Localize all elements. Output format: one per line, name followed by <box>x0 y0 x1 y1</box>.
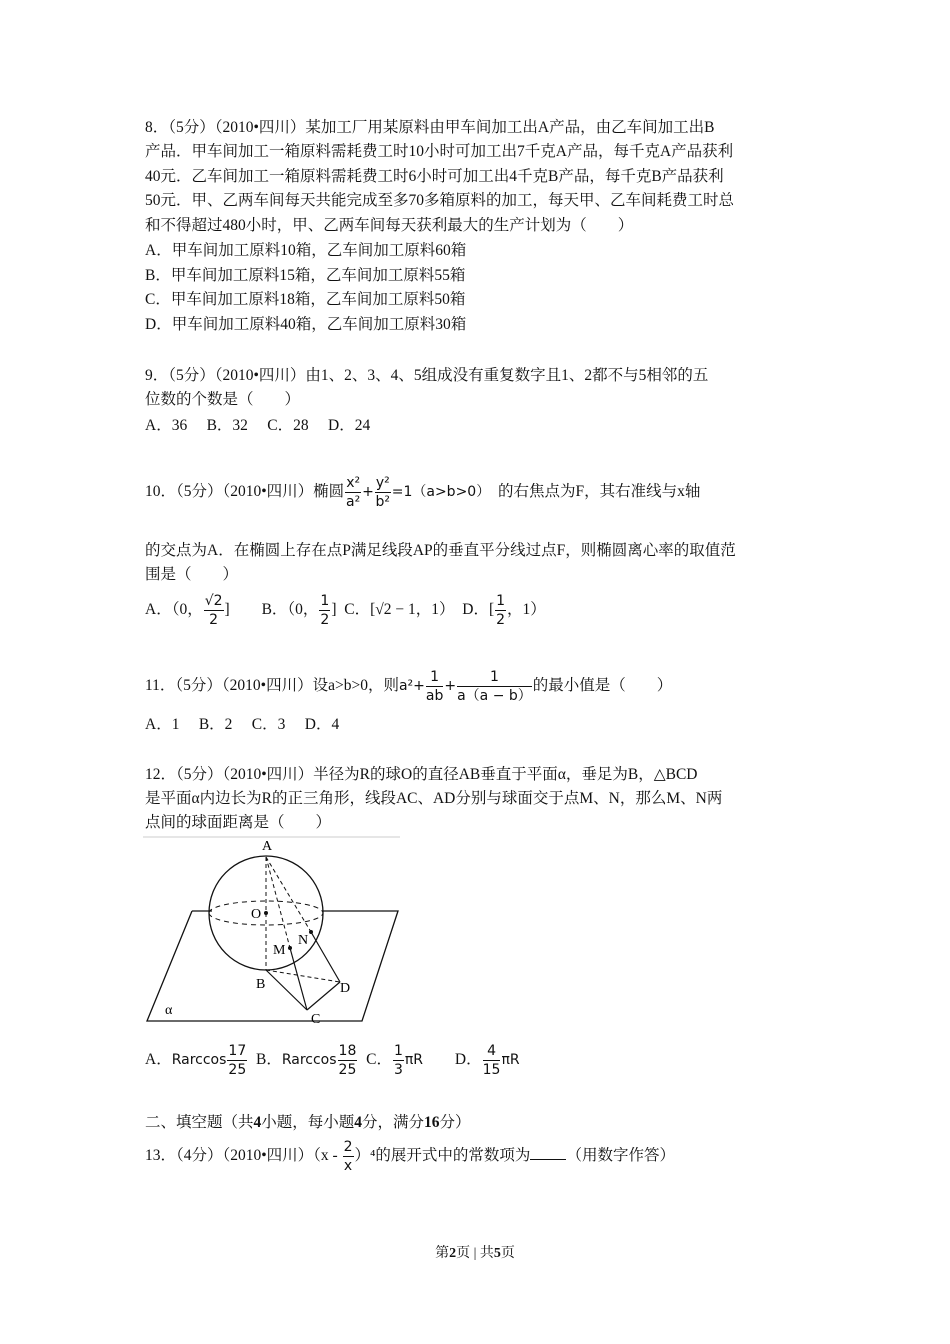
numerator: 1 <box>496 593 506 609</box>
q10-options <box>145 592 546 629</box>
q8-line: 和不得超过480小时，甲、乙两车间每天获利最大的生产计划为（ ） <box>145 217 634 234</box>
fraction <box>345 474 361 511</box>
denominator: b² <box>375 494 391 510</box>
plus: + <box>444 678 457 695</box>
term: a²+ <box>398 678 425 695</box>
q12-line: 是平面α内边长为R的正三角形，线段AC、AD分别与球面交于点M、N，那么M、N两 <box>145 790 723 807</box>
total: 16 <box>424 1114 440 1131</box>
label-alpha: α <box>165 1003 173 1018</box>
text: 分） <box>439 1114 471 1131</box>
segment-MC <box>290 948 307 1010</box>
denominator: 3 <box>393 1062 403 1078</box>
point-N <box>309 930 313 934</box>
segment-AM <box>266 857 290 948</box>
rarccos: Rarccos <box>281 1052 337 1069</box>
q9-options: A．36 B．32 C．28 D．24 <box>145 417 371 434</box>
point-O <box>264 911 268 915</box>
bracket: ，1） <box>507 601 546 619</box>
label-D: D <box>340 981 351 996</box>
option-b: B． <box>255 1051 282 1069</box>
text: 分，满分 <box>362 1114 425 1131</box>
fraction <box>319 592 330 629</box>
q10-line: 的交点为A．在椭圆上存在点P满足线段AP的垂直平分线过点F，则椭圆离心率的取值范 <box>145 542 736 559</box>
option-d: D． <box>454 1051 482 1069</box>
fraction <box>227 1042 247 1079</box>
count: 4 <box>253 1114 262 1131</box>
text: 第 <box>435 1246 450 1261</box>
q11-prefix: 11．（5分）（2010•四川）设a>b>0，则 <box>145 677 399 695</box>
q8-line: 50元．甲、乙两车间每天共能完成至多70多箱原料的加工，每天甲、乙车间耗费工时总 <box>145 192 735 209</box>
fraction <box>338 1042 358 1079</box>
segment-AN <box>266 857 311 932</box>
q8-option-d: D．甲车间加工原料40箱，乙车间加工原料30箱 <box>145 316 467 333</box>
question-13 <box>145 1138 675 1175</box>
label-A: A <box>262 839 273 854</box>
q10-line <box>145 474 700 511</box>
q12-line: 12．（5分）（2010•四川）半径为R的球O的直径AB垂直于平面α，垂足为B，△BCD <box>145 766 698 783</box>
numerator: √2 <box>204 593 223 609</box>
option-c: C．[√2 − 1，1） <box>344 601 455 619</box>
numerator: 1 <box>393 1043 403 1059</box>
pi-r: πR <box>404 1052 424 1069</box>
label-O: O <box>251 907 262 922</box>
q11-line <box>145 668 672 705</box>
fraction <box>393 1042 404 1079</box>
numerator: 1 <box>320 593 330 609</box>
q10-prefix: 10．（5分）（2010•四川）椭圆 <box>145 483 345 501</box>
fraction <box>375 474 391 511</box>
exponent: ）⁴ <box>354 1147 376 1165</box>
equation-rest: =1（a>b>0） <box>391 484 491 501</box>
bracket: ] <box>224 601 230 619</box>
text: 页 | 共 <box>456 1246 494 1261</box>
denominator: x <box>343 1158 353 1174</box>
page-number: 2 <box>449 1246 457 1261</box>
q11-options: A．1 B．2 C．3 D．4 <box>145 716 340 733</box>
plus: + <box>362 484 374 501</box>
q13-suffix: 的展开式中的常数项为 <box>375 1147 531 1165</box>
q8-option-a: A．甲车间加工原料10箱，乙车间加工原料60箱 <box>145 242 467 259</box>
q12-options <box>145 1042 520 1079</box>
q9-line: 位数的个数是（ ） <box>145 391 301 408</box>
q13-prefix: 13．（4分）（2010•四川）（x - <box>145 1147 342 1165</box>
denominator: 15 <box>482 1062 501 1078</box>
option-a: A．（0， <box>145 601 203 619</box>
q8-option-b: B．甲车间加工原料15箱，乙车间加工原料55箱 <box>145 267 466 284</box>
denominator: 2 <box>496 612 506 628</box>
points: 4 <box>354 1114 363 1131</box>
numerator: 1 <box>457 668 532 687</box>
q10-line: 围是（ ） <box>145 566 239 583</box>
numerator: 1 <box>426 668 443 687</box>
numerator: 2 <box>343 1139 353 1155</box>
fraction <box>495 592 506 629</box>
denominator: 25 <box>338 1062 357 1078</box>
option-a: A． <box>145 1051 172 1069</box>
q12-line: 点间的球面距离是（ ） <box>145 814 332 831</box>
plane-alpha <box>147 911 398 1021</box>
denominator: 2 <box>209 612 219 628</box>
denominator: a² <box>346 494 361 510</box>
point-M <box>288 946 292 950</box>
q10-suffix: 的右焦点为F，其右准线与x轴 <box>497 483 701 501</box>
numerator: x² <box>346 475 361 491</box>
denominator: 2 <box>320 612 330 628</box>
label-M: M <box>273 943 286 958</box>
section-heading <box>145 1113 471 1133</box>
q13-tail: （用数字作答） <box>566 1147 675 1165</box>
label-N: N <box>298 933 309 948</box>
denominator: ab <box>425 688 444 704</box>
label-B: B <box>256 977 266 992</box>
rarccos: Rarccos <box>171 1052 227 1069</box>
q8-line: 40元．乙车间加工一箱原料需耗费工时6小时可加工出4千克B产品，每千克B产品获利 <box>145 168 724 185</box>
text: 小题，每小题 <box>261 1114 355 1131</box>
q9-line: 9．（5分）（2010•四川）由1、2、3、4、5组成没有重复数字且1、2都不与5相邻的五 <box>145 367 709 384</box>
option-c: C． <box>366 1051 392 1069</box>
denominator: 25 <box>228 1062 247 1078</box>
page-footer <box>0 1244 950 1264</box>
q8-line: 产品．甲车间加工一箱原料需耗费工时10小时可加工出7千克A产品，每千克A产品获利 <box>145 143 734 160</box>
fraction <box>426 668 443 705</box>
denominator: a（a − b） <box>457 688 532 704</box>
segment-ND <box>311 932 340 982</box>
fraction <box>204 592 224 629</box>
label-C: C <box>311 1012 321 1027</box>
numerator: 17 <box>228 1043 247 1059</box>
numerator: 4 <box>483 1042 501 1061</box>
pi-r: πR <box>501 1052 520 1069</box>
segment-CD <box>307 982 340 1010</box>
option-b: B．（0， <box>261 601 319 619</box>
fraction <box>457 668 532 705</box>
bracket: ] <box>331 601 337 619</box>
numerator: y² <box>375 475 390 491</box>
option-d: D．[ <box>462 601 495 619</box>
sphere-plane-figure <box>140 830 410 1030</box>
fraction <box>343 1138 354 1175</box>
text: 二、填空题（共 <box>145 1114 254 1131</box>
q8-line: 8．（5分）（2010•四川）某加工厂用某原料由甲车间加工出A产品，由乙车间加工出B <box>145 119 715 136</box>
q8-option-c: C．甲车间加工原料18箱，乙车间加工原料50箱 <box>145 291 466 308</box>
answer-blank <box>530 1145 566 1160</box>
numerator: 18 <box>338 1043 357 1059</box>
text: 页 <box>500 1246 515 1261</box>
fraction <box>483 1042 501 1079</box>
q11-suffix: 的最小值是（ ） <box>532 677 673 695</box>
page-total: 5 <box>493 1246 501 1261</box>
